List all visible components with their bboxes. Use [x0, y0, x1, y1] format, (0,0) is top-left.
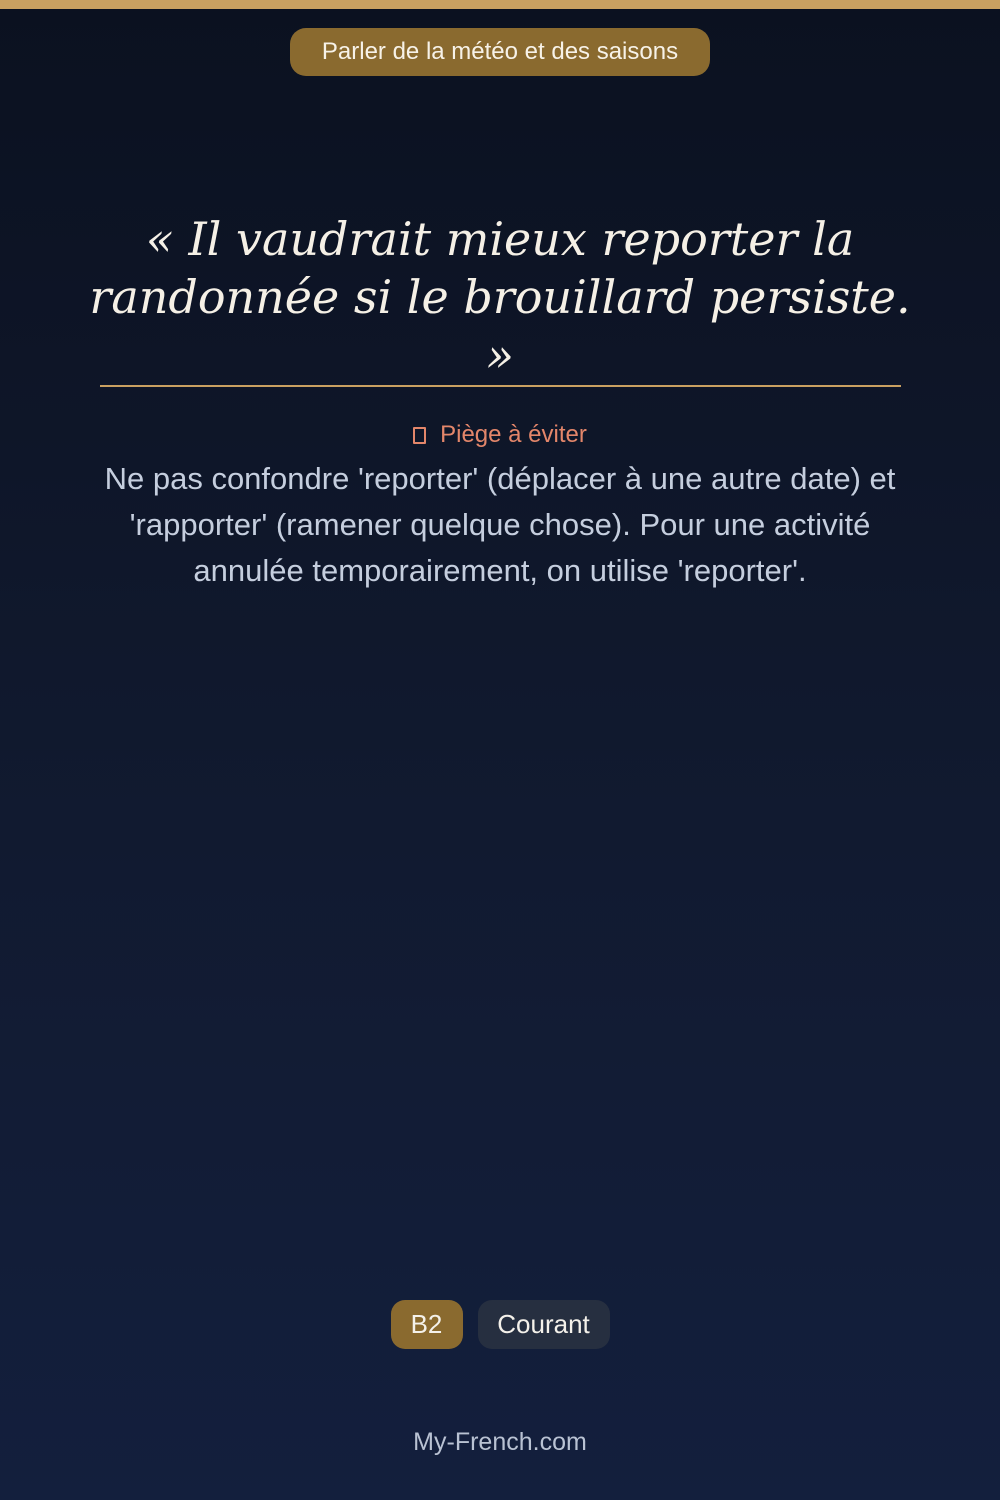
- level-badge: B2: [391, 1300, 463, 1349]
- tip-heading-label: Piège à éviter: [440, 421, 587, 448]
- tip-text: Ne pas confondre 'reporter' (déplacer à une autre date) et 'rapporter' (ramener quelque chose). Pour une activité annulée temporairement, on utilise 'reporter'.: [104, 461, 896, 588]
- divider: [100, 385, 901, 387]
- footer-site-name: My-French.com: [413, 1428, 587, 1456]
- tip-heading: [0, 420, 1000, 450]
- badges-row: [0, 1300, 1000, 1349]
- topic-pill: Parler de la météo et des saisons: [290, 28, 710, 76]
- top-accent-bar: [0, 0, 1000, 9]
- warning-icon: [413, 427, 426, 444]
- register-badge: Courant: [478, 1300, 610, 1349]
- example-quote: « Il vaudrait mieux reporter la randonnée si le brouillard persiste. »: [89, 212, 911, 382]
